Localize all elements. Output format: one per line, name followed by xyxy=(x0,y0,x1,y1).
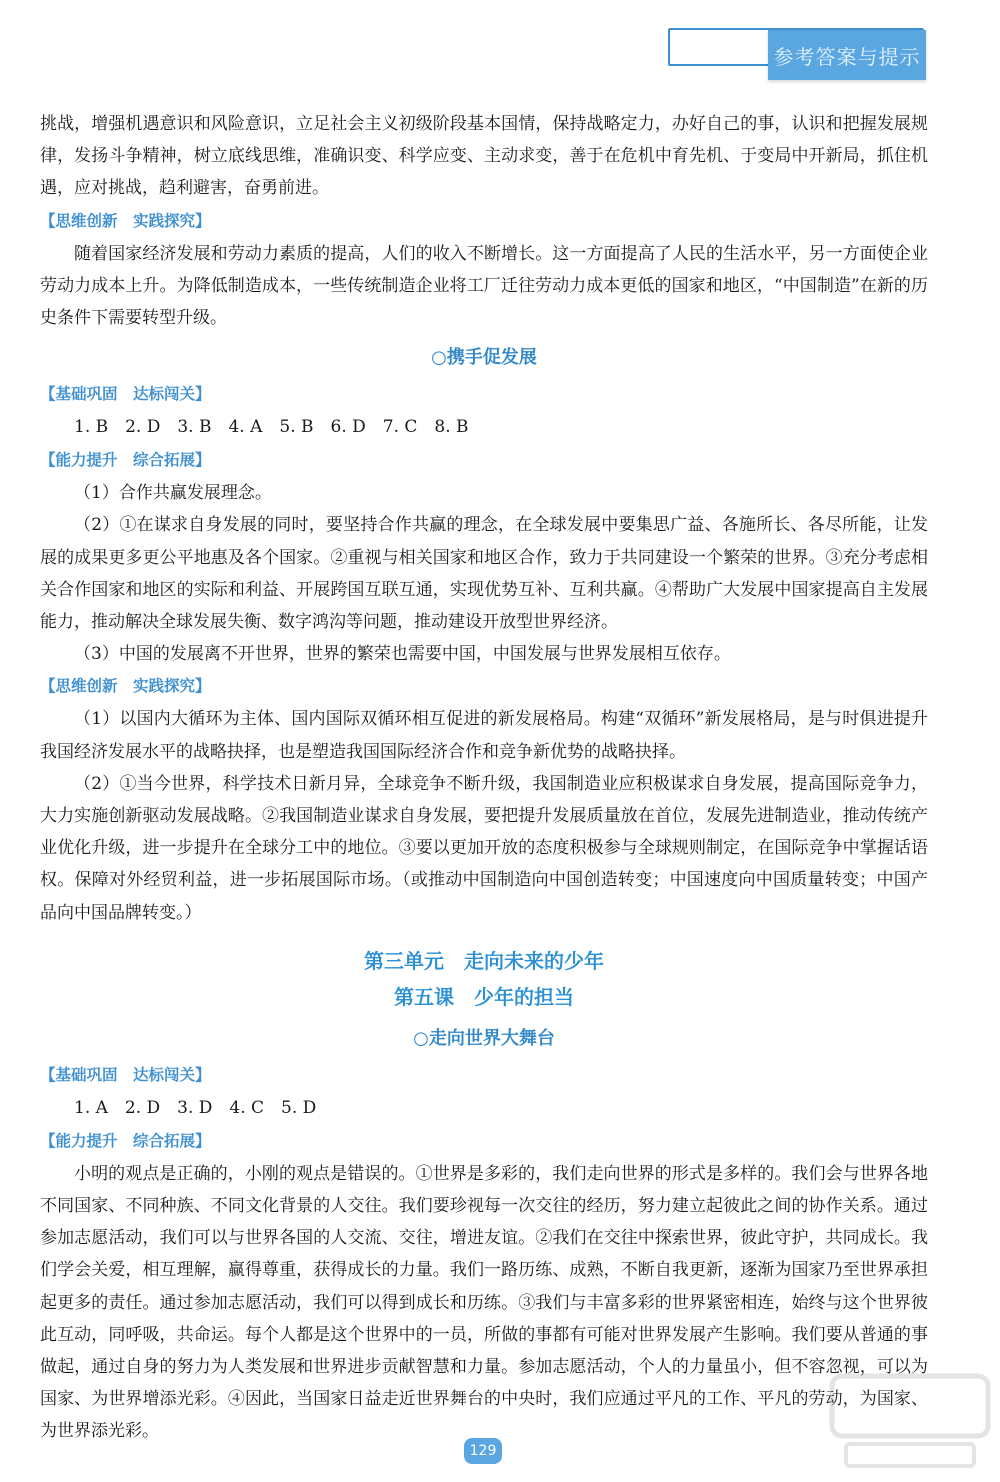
section-tag: 【基础巩固 达标闯关】 xyxy=(40,1065,211,1084)
watermark-stamp-icon xyxy=(826,1370,994,1474)
paragraph: 小明的观点是正确的，小刚的观点是错误的。①世界是多彩的，我们走向世界的形式是多样的。我们会与世界各地不同国家、不同种族、不同文化背景的人交往。我们要珍视每一次交往的经历，努力建立起彼此之间的协作关系。通过参加志愿活动，我们可以与世界各国的人交流、交往，增进友谊。②我们在交往中探索世界，彼此守护，共同成长。我们学会关爱，相互理解，赢得尊重，获得成长的力量。我们一路历练、成熟，不断自我更新，逐渐为国家乃至世界承担起更多的责任。通过参加志愿活动，我们可以得到成长和历练。③我们与丰富多彩的世界紧密相连，始终与这个世界彼此互动，同呼吸，共命运。每个人都是这个世界中的一员，所做的事都有可能对世界发展产生影响。我们要从普通的事做起，通过自身的努力为人类发展和世界进步贡献智慧和力量。参加志愿活动，个人的力量虽小，但不容忽视，可以为国家、为世界增添光彩。④因此，当国家日益走近世界舞台的中央时，我们应通过平凡的工作、平凡的劳动，为国家、为世界添光彩。 xyxy=(40,1163,928,1442)
section-tag: 【能力提升 综合拓展】 xyxy=(40,451,211,470)
paragraph: 挑战，增强机遇意识和风险意识，立足社会主义初级阶段基本国情，保持战略定力，办好自己的事，认识和把握发展规律，发扬斗争精神，树立底线思维，准确识变、科学应变、主动求变，善于在危机中育先机、于变局中开新局，抓住机遇，应对挑战，趋利避害，奋勇前进。 xyxy=(40,114,928,199)
answer-list: 1. A 2. D 3. D 4. C 5. D xyxy=(74,1097,317,1118)
section-title: ○走向世界大舞台 xyxy=(413,1027,555,1049)
section-tag: 【思维创新 实践探究】 xyxy=(40,211,211,230)
section-tag: 【基础巩固 达标闯关】 xyxy=(40,385,211,404)
section-tag: 【思维创新 实践探究】 xyxy=(40,677,211,696)
answer-list: 1. B 2. D 3. B 4. A 5. B 6. D 7. C 8. B xyxy=(74,417,469,438)
section-title: ○携手促发展 xyxy=(431,347,537,369)
page-number: 129 xyxy=(464,1438,502,1464)
section-tag: 【能力提升 综合拓展】 xyxy=(40,1131,211,1150)
lesson-title: 第五课 少年的担当 xyxy=(394,984,574,1009)
paragraph: （2）①在谋求自身发展的同时，要坚持合作共赢的理念，在全球发展中要集思广益、各施所长、各尽所能，让发展的成果更多更公平地惠及各个国家。②重视与相关国家和地区合作，致力于共同建设一个繁荣的世界。③充分考虑相关合作国家和地区的实际和利益、开展跨国互联互通，实现优势互补、互利共赢。④帮助广大发展中国家提高自主发展能力，推动解决全球发展失衡、数字鸿沟等问题，推动建设开放型世界经济。 xyxy=(40,515,928,633)
unit-title: 第三单元 走向未来的少年 xyxy=(364,948,604,973)
header-label: 参考答案与提示 xyxy=(768,30,926,80)
page-content xyxy=(40,108,928,1448)
paragraph: （3）中国的发展离不开世界，世界的繁荣也需要中国，中国发展与世界发展相互依存。 xyxy=(74,644,731,665)
paragraph: （1）以国内大循环为主体、国内国际双循环相互促进的新发展格局。构建“双循环”新发展格局，是与时俱进提升我国经济发展水平的战略抉择，也是塑造我国国际经济合作和竞争新优势的战略抉择。 xyxy=(40,709,928,762)
paragraph: 随着国家经济发展和劳动力素质的提高，人们的收入不断增长。这一方面提高了人民的生活水平，另一方面使企业劳动力成本上升。为降低制造成本，一些传统制造企业将工厂迁往劳动力成本更低的国家和地区，“中国制造”在新的历史条件下需要转型升级。 xyxy=(40,243,928,329)
paragraph: （2）①当今世界，科学技术日新月异，全球竞争不断升级，我国制造业应积极谋求自身发展，提高国际竞争力，大力实施创新驱动发展战略。②我国制造业谋求自身发展，要把提升发展质量放在首位，发展先进制造业，推动传统产业优化升级，进一步提升在全球分工中的地位。③要以更加开放的态度积极参与全球规则制定，在国际竞争中掌握话语权。保障对外经贸利益，进一步拓展国际市场。（或推动中国制造向中国创造转变；中国速度向中国质量转变；中国产品向中国品牌转变。） xyxy=(40,773,928,923)
paragraph: （1）合作共赢发展理念。 xyxy=(74,483,272,504)
